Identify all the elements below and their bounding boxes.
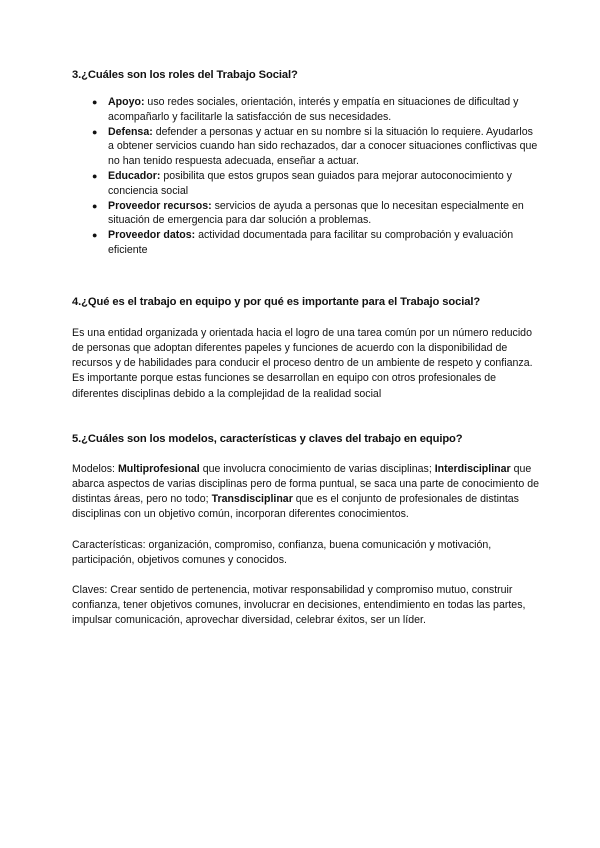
models-prefix: Modelos: [72, 462, 118, 475]
bullet-icon: ● [92, 230, 98, 241]
roles-list [72, 95, 540, 258]
bullet-icon: ● [92, 97, 98, 107]
question-4-heading: 4.¿Qué es el trabajo en equipo y por qué es importante para el Trabajo social? [72, 295, 481, 308]
bullet-icon: ● [92, 200, 98, 211]
role-description: posibilita que estos grupos sean guiados para mejorar autoconocimiento y conciencia social [108, 169, 512, 197]
model-term-transdisciplinar: Transdisciplinar [211, 493, 293, 506]
model-description: que abarca aspectos de varias disciplinas pero de forma puntual, se saca una parte de conocimiento de distintas áreas, pero no todo; [72, 462, 539, 506]
question-5-heading: 5.¿Cuáles son los modelos, características y claves del trabajo en equipo? [72, 432, 463, 445]
bullet-icon: ● [92, 170, 98, 181]
role-term: Educador: [108, 169, 161, 182]
role-term: Proveedor datos: [108, 229, 196, 242]
role-term: Proveedor recursos: [108, 199, 212, 212]
role-item-educador [92, 169, 540, 199]
role-description: actividad documentada para facilitar su comprobación y evaluación eficiente [108, 229, 514, 256]
characteristics-paragraph: Características: organización, compromiso, confianza, buena comunicación y motivación, participación, objetivos comunes y conocidos. [72, 538, 492, 566]
model-term-interdisciplinar: Interdisciplinar [434, 462, 511, 475]
question-3-heading: 3.¿Cuáles son los roles del Trabajo Social? [72, 69, 298, 81]
bullet-icon: ● [92, 126, 98, 137]
keys-paragraph: Claves: Crear sentido de pertenencia, motivar responsabilidad y compromiso mutuo, construir confianza, tener objetivos comunes, involucrar en decisiones, entendimiento en todas las partes, impulsar comunicación, aprovechar diversidad, celebrar éxitos, ser un líder. [72, 584, 526, 627]
role-item-proveedor-recursos [92, 199, 540, 229]
role-description: uso redes sociales, orientación, interés y empatía en situaciones de dificultad y acompañarlo y facilitarle la satisfacción de sus necesidades. [108, 96, 519, 123]
role-item-apoyo [92, 95, 540, 125]
role-description: servicios de ayuda a personas que lo necesitan especialmente en situación de emergencia para dar solución a problemas. [108, 199, 524, 227]
role-term: Defensa: [108, 125, 153, 138]
role-description: defender a personas y actuar en su nombre si la situación lo requiere. Ayudarlos a obtener servicios cuando han sido rechazados, dar a conocer situaciones conflictivas que no han tenido respuesta adecuada, enseñar a actuar. [108, 125, 538, 168]
models-paragraph [72, 462, 540, 523]
role-item-proveedor-datos [92, 228, 540, 258]
role-item-defensa [92, 125, 540, 169]
question-4-answer: Es una entidad organizada y orientada hacia el logro de una tarea común por un número reducido de personas que adoptan diferentes papeles y funciones de acuerdo con la disponibilidad de recursos y de habilidades para conducir el proceso dentro de un ambiente de respeto y confianza. Es importante porque estas funciones se desarrollan en equipo con otros profesionales de diferentes disciplinas debido a la complejidad de la realidad social [72, 326, 533, 400]
role-term: Apoyo: [108, 96, 145, 108]
model-term-multiprofesional: Multiprofesional [117, 462, 200, 475]
model-description: que es el conjunto de profesionales de distintas disciplinas con un objetivo común, incorporan diferentes conocimientos. [72, 493, 519, 521]
model-description: que involucra conocimiento de varias disciplinas; [199, 462, 435, 475]
